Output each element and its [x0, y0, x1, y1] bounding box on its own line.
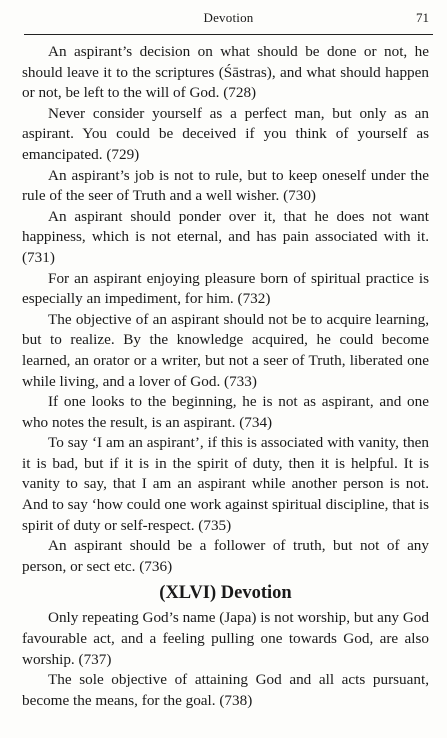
- paragraph-735: To say ‘I am an aspirant’, if this is associated with vanity, then it is bad, but if it is in the spirit of duty, then it is helpful. It is vanity to say, that I am an aspirant while another person is not. And to say ‘how could one work against spiritual discipline, that is spirit of duty or self-respect. (735): [22, 434, 429, 534]
- page-body: [22, 35, 429, 711]
- running-title: Devotion: [203, 10, 254, 25]
- page-header: [24, 0, 433, 35]
- paragraph-731: An aspirant should ponder over it, that he does not want happiness, which is not eternal, and has pain associated with it. (731): [22, 207, 429, 266]
- paragraph-738: The sole objective of attaining God and all acts pursuant, become the means, for the goal. (738): [22, 671, 429, 709]
- paragraph-728: An aspirant’s decision on what should be done or not, he should leave it to the scriptures (Śāstras), and what should happen or not, be left to the will of God. (728): [22, 43, 429, 102]
- section-heading: (XLVI) Devotion: [159, 583, 292, 604]
- paragraph-737: Only repeating God’s name (Japa) is not worship, but any God favourable act, and a feeling pulling one towards God, are also worship. (737): [22, 609, 429, 668]
- page-number: 71: [416, 10, 429, 25]
- paragraph-736: An aspirant should be a follower of truth, but not of any person, or sect etc. (736): [22, 537, 429, 575]
- paragraph-729: Never consider yourself as a perfect man, but only as an aspirant. You could be deceived if you think of yourself as emancipated. (729): [22, 104, 429, 163]
- paragraph-734: If one looks to the beginning, he is not as aspirant, and one who notes the result, is an aspirant. (734): [22, 393, 429, 431]
- paragraph-732: For an aspirant enjoying pleasure born of spiritual practice is especially an impediment, for him. (732): [22, 269, 429, 308]
- paragraph-733: The objective of an aspirant should not be to acquire learning, but to realize. By the knowledge acquired, he could become learned, an orator or a writer, but not a seer of Truth, liberated one while living, and a lover of God. (733): [22, 310, 429, 390]
- paragraph-730: An aspirant’s job is not to rule, but to keep oneself under the rule of the seer of Truth and a well wisher. (730): [22, 166, 429, 205]
